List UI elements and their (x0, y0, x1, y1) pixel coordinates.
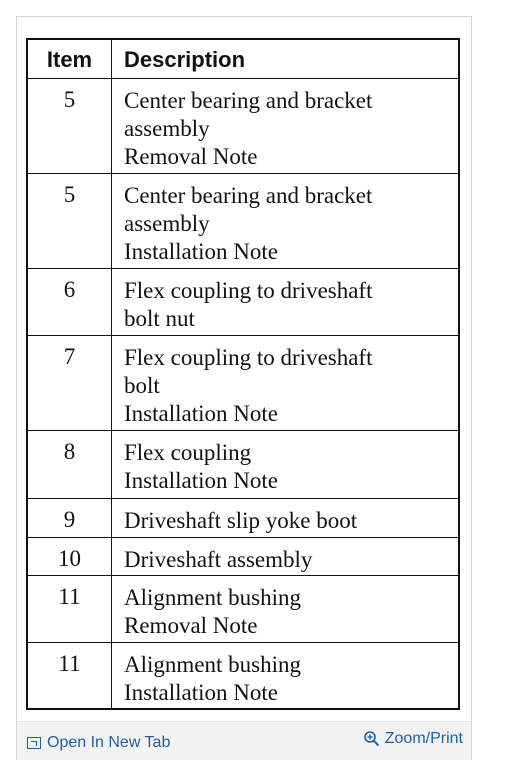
image-toolbar (17, 721, 471, 760)
open-in-new-tab-link[interactable] (27, 734, 170, 752)
header-description: Description (124, 47, 246, 72)
table-row (28, 576, 458, 643)
row-description: Driveshaft slip yoke boot (124, 508, 358, 533)
row-description: Center bearing and bracket assembly Installation Note (124, 183, 373, 264)
table-row (28, 431, 458, 499)
table-row (28, 336, 458, 431)
header-item: Item (28, 40, 112, 78)
table-row (28, 538, 458, 576)
row-description: Alignment bushing Removal Note (124, 585, 301, 638)
table-row (28, 499, 458, 538)
row-item: 6 (28, 269, 112, 335)
zoom-print-label: Zoom/Print (384, 730, 463, 747)
row-item: 11 (28, 643, 112, 708)
row-item: 8 (28, 431, 112, 498)
row-item: 10 (28, 538, 112, 575)
row-description: Flex coupling to driveshaft bolt nut (124, 278, 373, 331)
parts-table (26, 38, 460, 710)
table-row (28, 643, 458, 708)
table-row (28, 174, 458, 269)
zoom-in-icon (363, 730, 381, 748)
table-row (28, 79, 458, 174)
open-in-new-tab-label: Open In New Tab (47, 734, 171, 751)
row-item: 11 (28, 576, 112, 642)
table-header-row (28, 40, 458, 79)
row-description: Center bearing and bracket assembly Removal Note (124, 88, 373, 169)
row-item: 9 (28, 499, 112, 537)
row-description: Driveshaft assembly (124, 547, 313, 572)
row-description: Flex coupling Installation Note (124, 440, 278, 493)
zoom-print-link[interactable] (363, 730, 463, 748)
row-item: 7 (28, 336, 112, 430)
row-description: Alignment bushing Installation Note (124, 652, 301, 705)
new-tab-icon (27, 737, 41, 749)
row-description: Flex coupling to driveshaft bolt Installation Note (124, 345, 373, 426)
table-row (28, 269, 458, 336)
row-item: 5 (28, 174, 112, 268)
row-item: 5 (28, 79, 112, 173)
image-frame (16, 16, 472, 760)
